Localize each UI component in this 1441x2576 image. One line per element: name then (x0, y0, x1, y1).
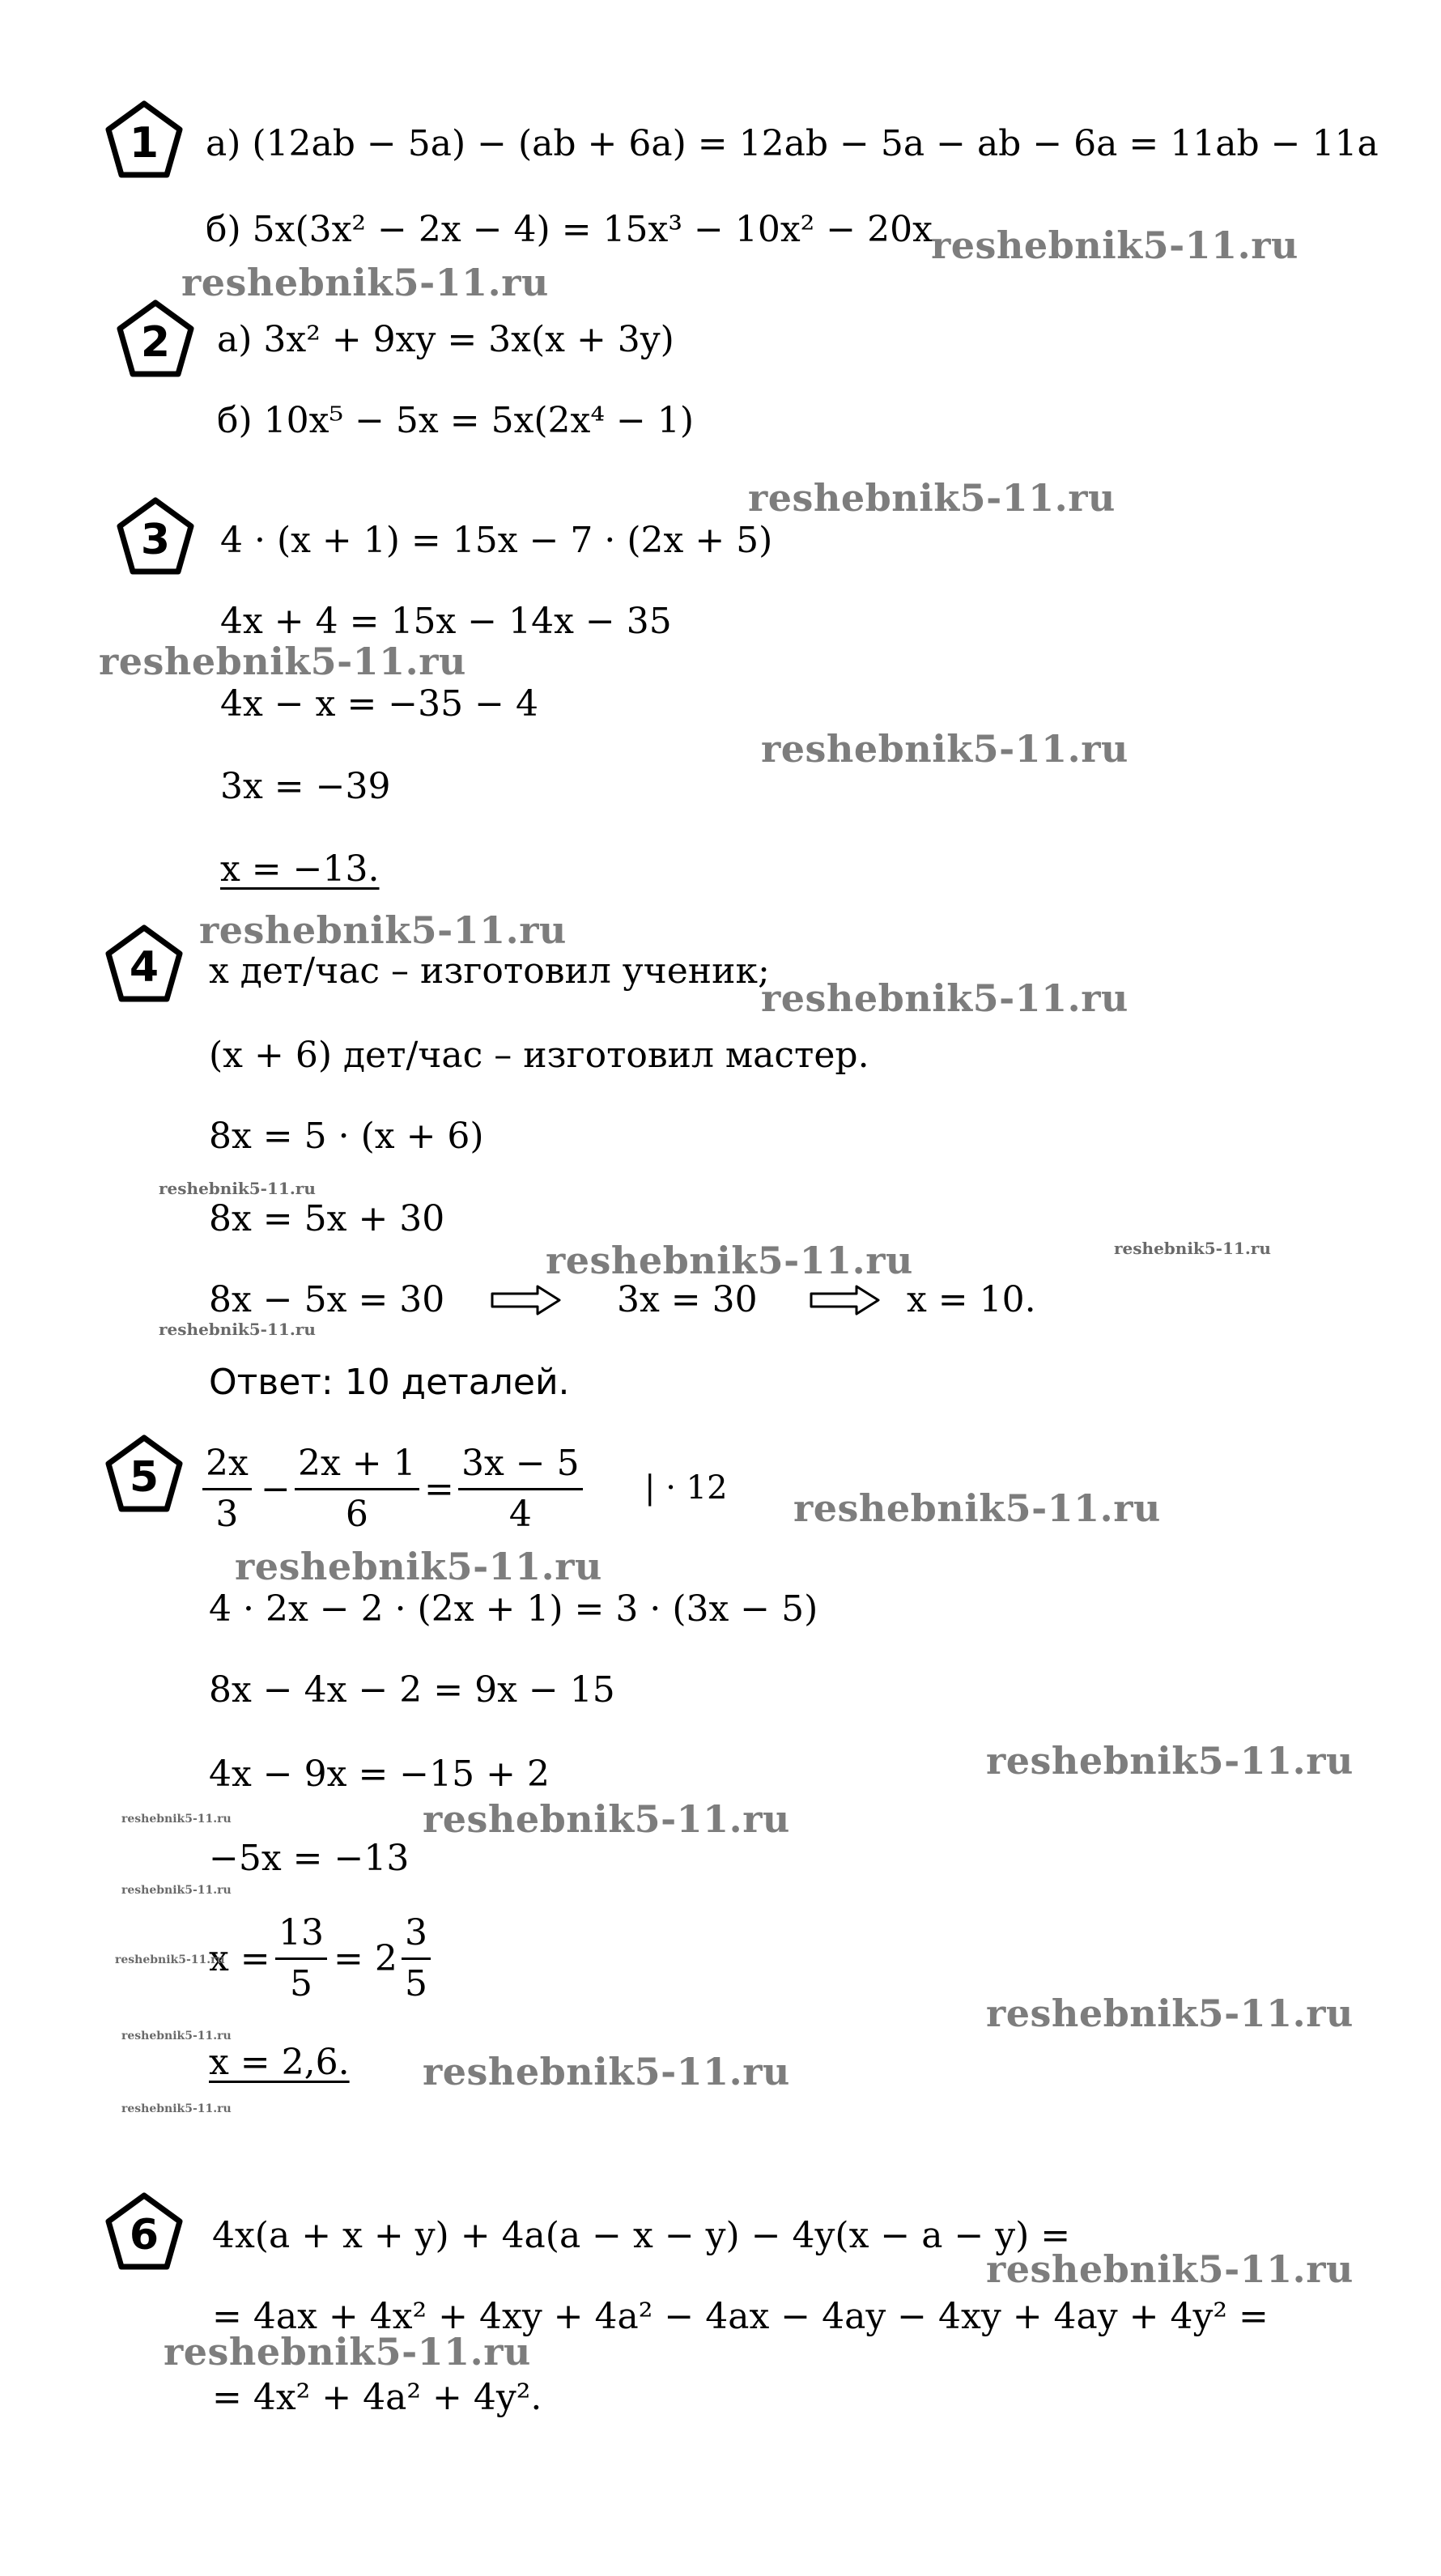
task-4-line-3: 8x = 5 · (x + 6) (209, 1116, 484, 1157)
task-3-number: 3 (140, 516, 171, 564)
watermark-small: reshebnik5-11.ru (159, 1320, 316, 1339)
denominator: 5 (275, 1958, 327, 2002)
watermark: reshebnik5-11.ru (235, 1545, 602, 1588)
watermark: reshebnik5-11.ru (748, 476, 1116, 520)
numerator: 3x − 5 (461, 1443, 580, 1484)
task-5-fraction-3 (458, 1443, 583, 1535)
watermark: reshebnik5-11.ru (546, 1239, 913, 1282)
task-3-line-4: 3x = −39 (220, 766, 391, 807)
task-4-line-1: x дет/час – изготовил ученик; (209, 950, 770, 992)
numerator: 2x (206, 1443, 249, 1484)
watermark: reshebnik5-11.ru (986, 2247, 1354, 2291)
task-5-equals: = (424, 1469, 454, 1510)
implies-arrow-icon (491, 1284, 562, 1316)
watermark: reshebnik5-11.ru (99, 640, 466, 683)
task-3-result: x = −13. (220, 848, 380, 890)
task-5-minus: − (261, 1469, 291, 1510)
task-4-line-5b: 3x = 30 (617, 1279, 758, 1320)
watermark: reshebnik5-11.ru (793, 1486, 1161, 1530)
task-2-number: 2 (140, 318, 171, 367)
denominator: 4 (458, 1488, 583, 1532)
task-3-line-2: 4x + 4 = 15x − 14x − 35 (220, 601, 672, 642)
task-5-fraction-2 (295, 1443, 419, 1535)
task-1-number: 1 (129, 119, 159, 168)
watermark-small: reshebnik5-11.ru (159, 1179, 316, 1198)
denominator: 5 (402, 1958, 431, 2002)
task-6-number: 6 (129, 2211, 159, 2259)
task-2-part-a: а) 3x² + 9xy = 3x(x + 3y) (217, 319, 674, 360)
task-5-line-6-mixed: = 2 (334, 1938, 397, 1979)
task-4-line-5a: 8x − 5x = 30 (209, 1279, 445, 1320)
task-4-line-5c: x = 10. (907, 1279, 1036, 1320)
task-6-line-2: = 4ax + 4x² + 4xy + 4a² − 4ax − 4ay − 4xy + 4ay + 4y² = (212, 2296, 1269, 2337)
task-5-fraction-3-5 (402, 1912, 431, 2004)
watermark: reshebnik5-11.ru (931, 223, 1299, 267)
task-5-multiplier: | · 12 (644, 1469, 728, 1507)
watermark: reshebnik5-11.ru (761, 727, 1129, 771)
watermark-small: reshebnik5-11.ru (115, 1953, 225, 1966)
task-1-part-b: б) 5x(3x² − 2x − 4) = 15x³ − 10x² − 20x (206, 209, 933, 250)
task-5-fraction-13-5 (275, 1912, 327, 2004)
task-2-badge (113, 298, 198, 382)
numerator: 3 (405, 1912, 427, 1953)
task-5-line-2: 4 · 2x − 2 · (2x + 1) = 3 · (3x − 5) (209, 1588, 818, 1630)
task-4-answer: Ответ: 10 деталей. (209, 1362, 570, 1403)
watermark-small: reshebnik5-11.ru (121, 1813, 232, 1826)
watermark: reshebnik5-11.ru (423, 2050, 790, 2094)
task-5-line-4: 4x − 9x = −15 + 2 (209, 1753, 550, 1795)
task-5-line-5: −5x = −13 (209, 1838, 410, 1879)
task-5-line-6-x: x = (209, 1938, 270, 1979)
numerator: 2x + 1 (298, 1443, 416, 1484)
task-4-line-2: (x + 6) дет/час – изготовил мастер. (209, 1035, 869, 1076)
denominator: 6 (295, 1488, 419, 1532)
watermark-small: reshebnik5-11.ru (121, 2030, 232, 2043)
task-5-badge (102, 1433, 186, 1517)
implies-arrow-icon (810, 1284, 881, 1316)
task-5-line-3: 8x − 4x − 2 = 9x − 15 (209, 1669, 615, 1711)
denominator: 3 (202, 1488, 252, 1532)
task-4-line-4: 8x = 5x + 30 (209, 1198, 445, 1239)
watermark-small: reshebnik5-11.ru (121, 2102, 232, 2115)
task-3-badge (113, 495, 198, 580)
numerator: 13 (278, 1912, 324, 1953)
task-3-line-1: 4 · (x + 1) = 15x − 7 · (2x + 5) (220, 520, 773, 561)
watermark-small: reshebnik5-11.ru (1114, 1239, 1271, 1258)
task-5-number: 5 (129, 1453, 159, 1502)
task-4-badge (102, 923, 186, 1007)
watermark-small: reshebnik5-11.ru (121, 1884, 232, 1897)
task-4-number: 4 (129, 943, 159, 992)
task-1-badge (102, 99, 186, 183)
task-5-result: x = 2,6. (209, 2042, 350, 2083)
task-3-line-3: 4x − x = −35 − 4 (220, 683, 538, 725)
task-5-fraction-1 (202, 1443, 252, 1535)
watermark: reshebnik5-11.ru (181, 261, 549, 304)
task-1-part-a: а) (12ab − 5a) − (ab + 6a) = 12ab − 5a − ab − 6a = 11ab − 11a (206, 123, 1379, 164)
watermark: reshebnik5-11.ru (199, 908, 567, 952)
watermark: reshebnik5-11.ru (423, 1797, 790, 1841)
watermark: reshebnik5-11.ru (986, 1739, 1354, 1783)
task-2-part-b: б) 10x⁵ − 5x = 5x(2x⁴ − 1) (217, 400, 694, 441)
watermark: reshebnik5-11.ru (761, 976, 1129, 1020)
watermark: reshebnik5-11.ru (164, 2330, 531, 2374)
watermark: reshebnik5-11.ru (986, 1992, 1354, 2035)
task-6-line-3: = 4x² + 4a² + 4y². (212, 2377, 542, 2418)
task-6-badge (102, 2191, 186, 2275)
task-6-line-1: 4x(a + x + y) + 4a(a − x − y) − 4y(x − a − y) = (212, 2215, 1071, 2256)
